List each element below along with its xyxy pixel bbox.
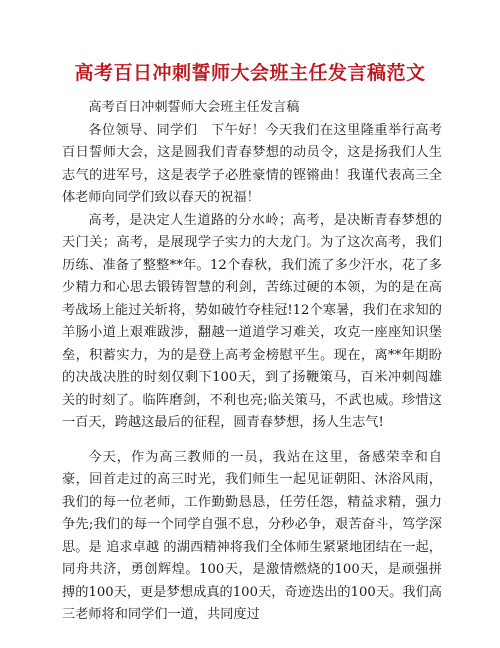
paragraph-gaokao: 高考，是决定人生道路的分水岭；高考，是决断青春梦想的天门关；高考，是展现学子实力的大龙门。为了这次高考，我们历练、准备了整整**年。12个春秋，我们流了多少汗水，花了多少精力和心思去锻铸智慧的利剑，苦练过硬的本领，为的是在高考战场上能过关斩将，势如破竹夺桂冠!12个寒暑，我们在求知的羊肠小道上艰难跋涉，翻越一道道学习难关，攻克一座座知识堡垒，积蓄实力，为的是登上高考金榜慰平生。现在，离**年期盼的决战决胜的时刻仅剩下100天，到了扬鞭策马，百米冲刺闯雄关的时刻了。临阵磨剑，不利也亮;临关策马，不武也威。珍惜这一百天，跨越这最后的征程，圆青春梦想，扬人生志气! (62, 212, 442, 430)
paragraph-teacher: 今天，作为高三教师的一员，我站在这里，备感荣幸和自豪，回首走过的高三时光，我们师生一起见证朝阳、沐浴风雨，我们的每一位老师，工作勤勤恳恳，任劳任怨，精益求精，强力争先;我们的每一个同学自强不息，分秒必争，艰苦奋斗，笃学深思。是 追求卓越 的湖西精神将我们全体师生紧紧地团结在一起，同舟共济，勇创辉煌。100天，是激情燃烧的100天，是顽强拼搏的100天，更是梦想成真的100天，奇迹迭出的100天。我们高三老师将和同学们一道，共同度过 (62, 449, 442, 622)
document-title: 高考百日冲刺誓师大会班主任发言稿范文 (74, 62, 426, 84)
document-body (62, 95, 442, 627)
document-subtitle: 高考百日冲刺誓师大会班主任发言稿 (88, 100, 300, 115)
paragraph-greeting: 各位领导、同学们 下午好！今天我们在这里隆重举行高考百日誓师大会，这是圆我们青春梦想的动员令，这是扬我们人生志气的进军号，这是表学子必胜豪情的铿锵曲！我谨代表高三全体老师向同学们致以春天的祝福！ (62, 122, 442, 205)
